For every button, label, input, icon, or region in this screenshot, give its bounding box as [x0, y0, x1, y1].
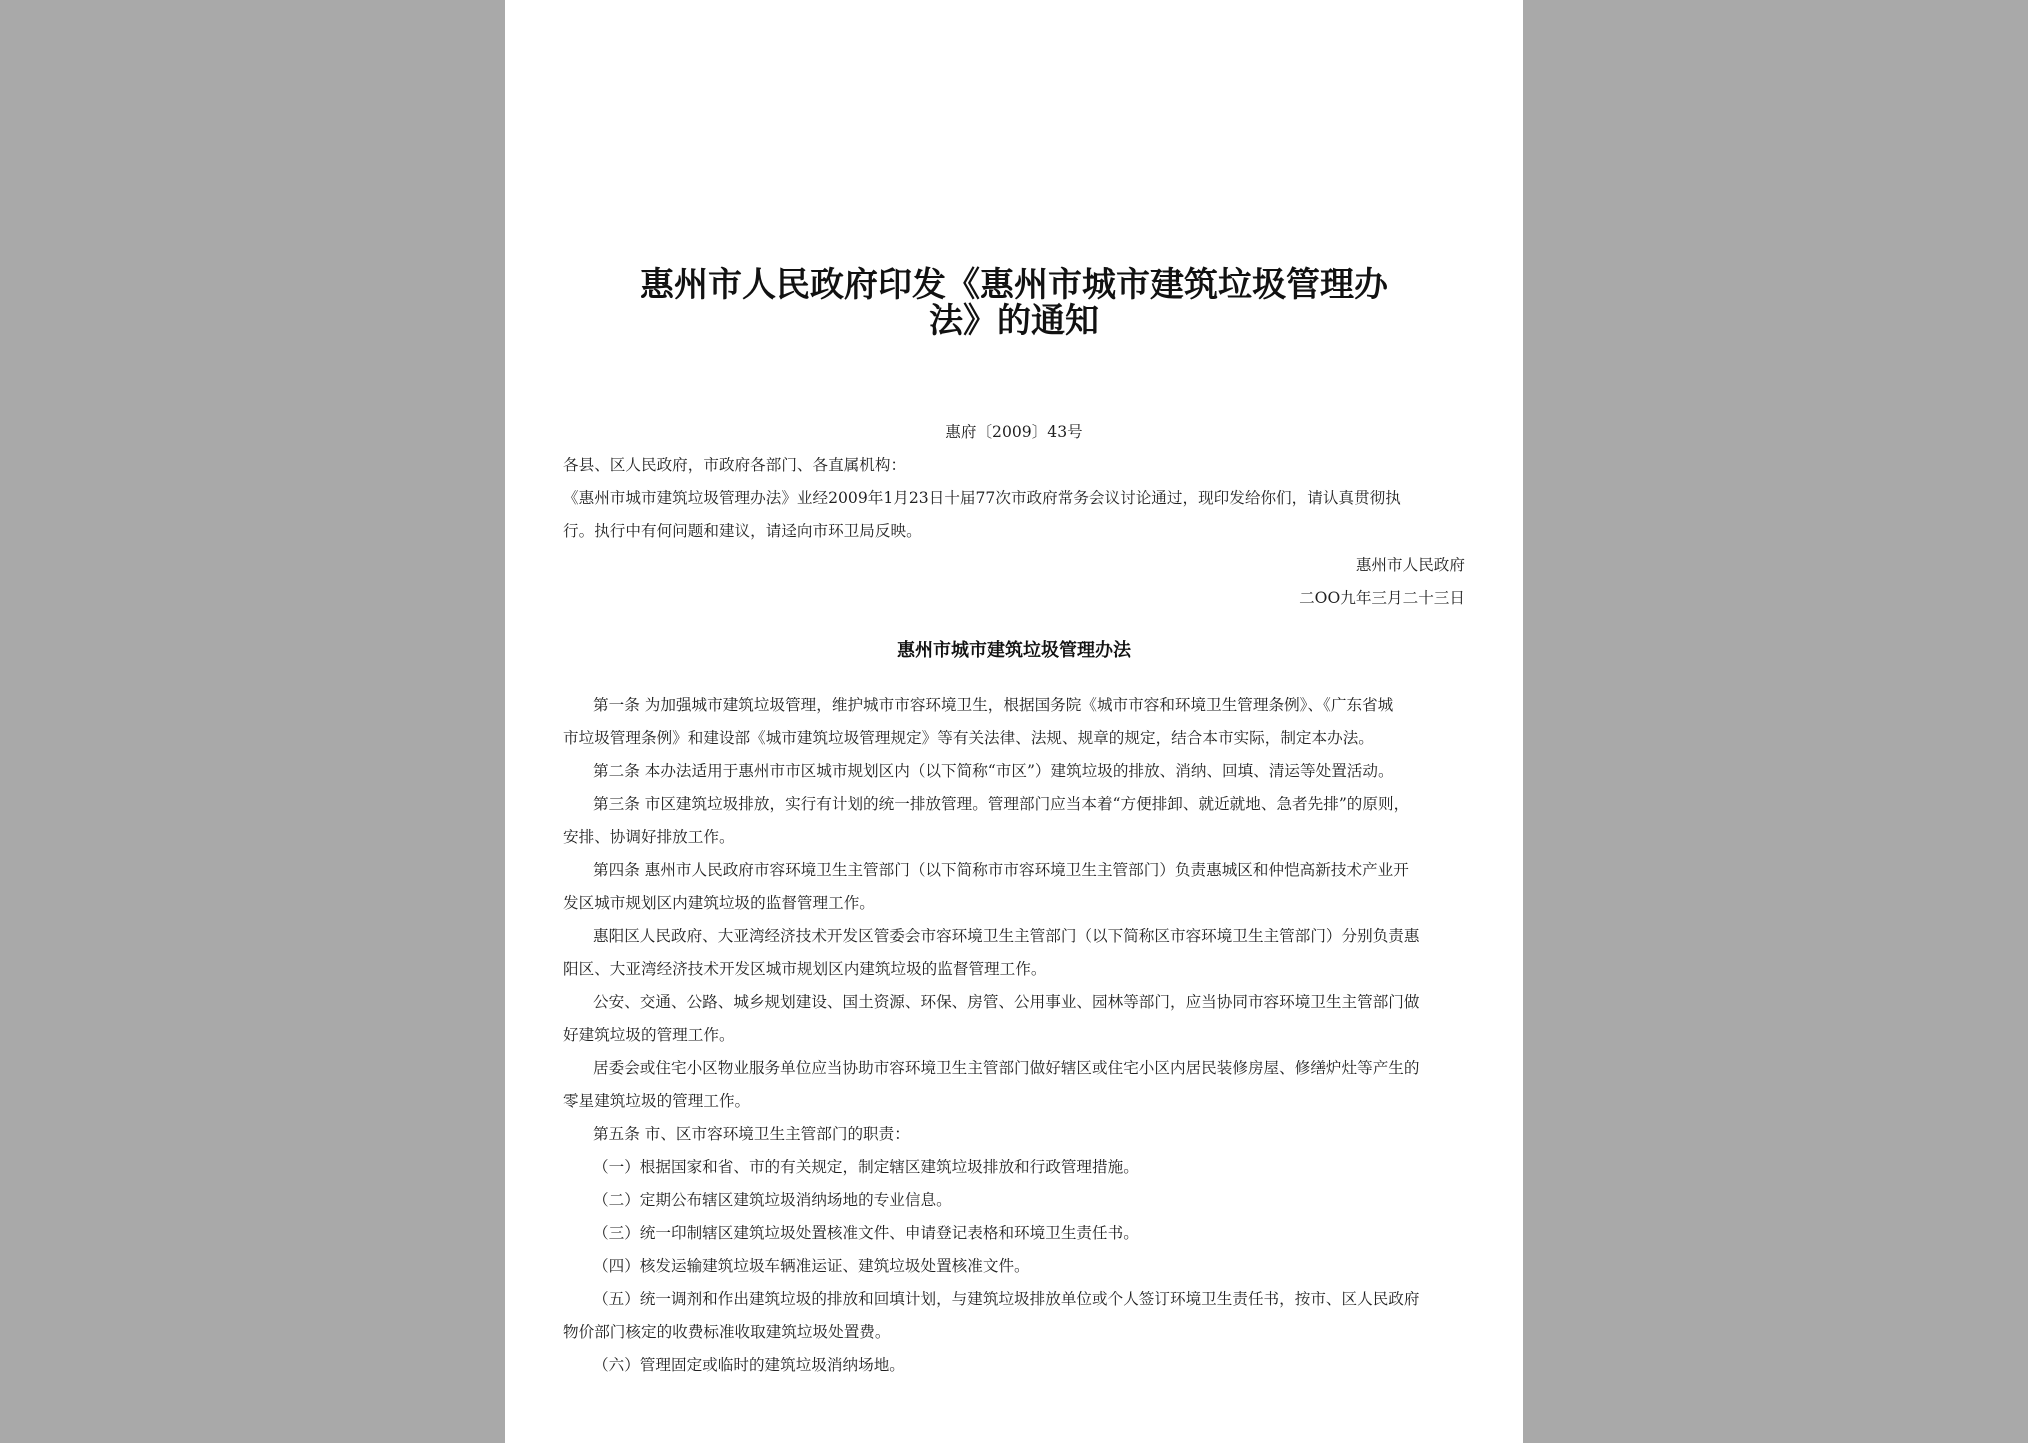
addressee: 各县、区人民政府，市政府各部门、各直属机构：: [563, 456, 907, 474]
body-line: 阳区、大亚湾经济技术开发区城市规划区内建筑垃圾的监督管理工作。: [563, 960, 1047, 978]
body-line: （五）统一调剂和作出建筑垃圾的排放和回填计划，与建筑垃圾排放单位或个人签订环境卫生责任书，按市、区人民政府: [593, 1290, 1420, 1308]
signature: 惠州市人民政府: [1355, 556, 1465, 574]
body-line: 公安、交通、公路、城乡规划建设、国土资源、环保、房管、公用事业、园林等部门，应当协同市容环境卫生主管部门做: [593, 993, 1420, 1011]
document-title-line-2: 法》的通知: [929, 301, 1099, 341]
body-line: 第三条 市区建筑垃圾排放，实行有计划的统一排放管理。管理部门应当本着“方便排卸、就近就地、急者先排”的原则，: [593, 795, 1410, 813]
regulation-title: 惠州市城市建筑垃圾管理办法: [897, 640, 1131, 661]
body-line: 市垃圾管理条例》和建设部《城市建筑垃圾管理规定》等有关法律、法规、规章的规定，结合本市实际，制定本办法。: [563, 729, 1374, 747]
body-line: 物价部门核定的收费标准收取建筑垃圾处置费。: [563, 1323, 891, 1341]
body-line: （三）统一印制辖区建筑垃圾处置核准文件、申请登记表格和环境卫生责任书。: [593, 1224, 1139, 1242]
body-line: 安排、协调好排放工作。: [563, 828, 735, 846]
intro-line-1: 《惠州市城市建筑垃圾管理办法》业经2009年1月23日十届77次市政府常务会议讨论通过，现印发给你们，请认真贯彻执: [563, 489, 1401, 507]
body-line: （一）根据国家和省、市的有关规定，制定辖区建筑垃圾排放和行政管理措施。: [593, 1158, 1139, 1176]
body-line: （四）核发运输建筑垃圾车辆准运证、建筑垃圾处置核准文件。: [593, 1257, 1030, 1275]
body-line: （二）定期公布辖区建筑垃圾消纳场地的专业信息。: [593, 1191, 952, 1209]
body-line: 第五条 市、区市容环境卫生主管部门的职责：: [593, 1125, 910, 1143]
body-line: 零星建筑垃圾的管理工作。: [563, 1092, 751, 1110]
document-title-line-1: 惠州市人民政府印发《惠州市城市建筑垃圾管理办: [640, 265, 1388, 305]
body-line: 第四条 惠州市人民政府市容环境卫生主管部门（以下简称市市容环境卫生主管部门）负责惠城区和仲恺高新技术产业开: [593, 861, 1409, 879]
body-line: 惠阳区人民政府、大亚湾经济技术开发区管委会市容环境卫生主管部门（以下简称区市容环境卫生主管部门）分别负责惠: [593, 927, 1420, 945]
body-line: （六）管理固定或临时的建筑垃圾消纳场地。: [593, 1356, 905, 1374]
body-line: 第一条 为加强城市建筑垃圾管理，维护城市市容环境卫生，根据国务院《城市市容和环境卫生管理条例》、《广东省城: [593, 696, 1394, 714]
body-line: 发区城市规划区内建筑垃圾的监督管理工作。: [563, 894, 875, 912]
document-number: 惠府〔2009〕43号: [945, 423, 1083, 441]
intro-line-2: 行。执行中有何问题和建议，请迳向市环卫局反映。: [563, 522, 922, 540]
body-line: 居委会或住宅小区物业服务单位应当协助市容环境卫生主管部门做好辖区或住宅小区内居民装修房屋、修缮炉灶等产生的: [593, 1059, 1420, 1077]
document-page: [505, 0, 1523, 1443]
body-line: 第二条 本办法适用于惠州市市区城市规划区内（以下简称“市区”）建筑垃圾的排放、消纳、回填、清运等处置活动。: [593, 762, 1394, 780]
body-line: 好建筑垃圾的管理工作。: [563, 1026, 735, 1044]
date: 二OO九年三月二十三日: [1299, 589, 1465, 607]
